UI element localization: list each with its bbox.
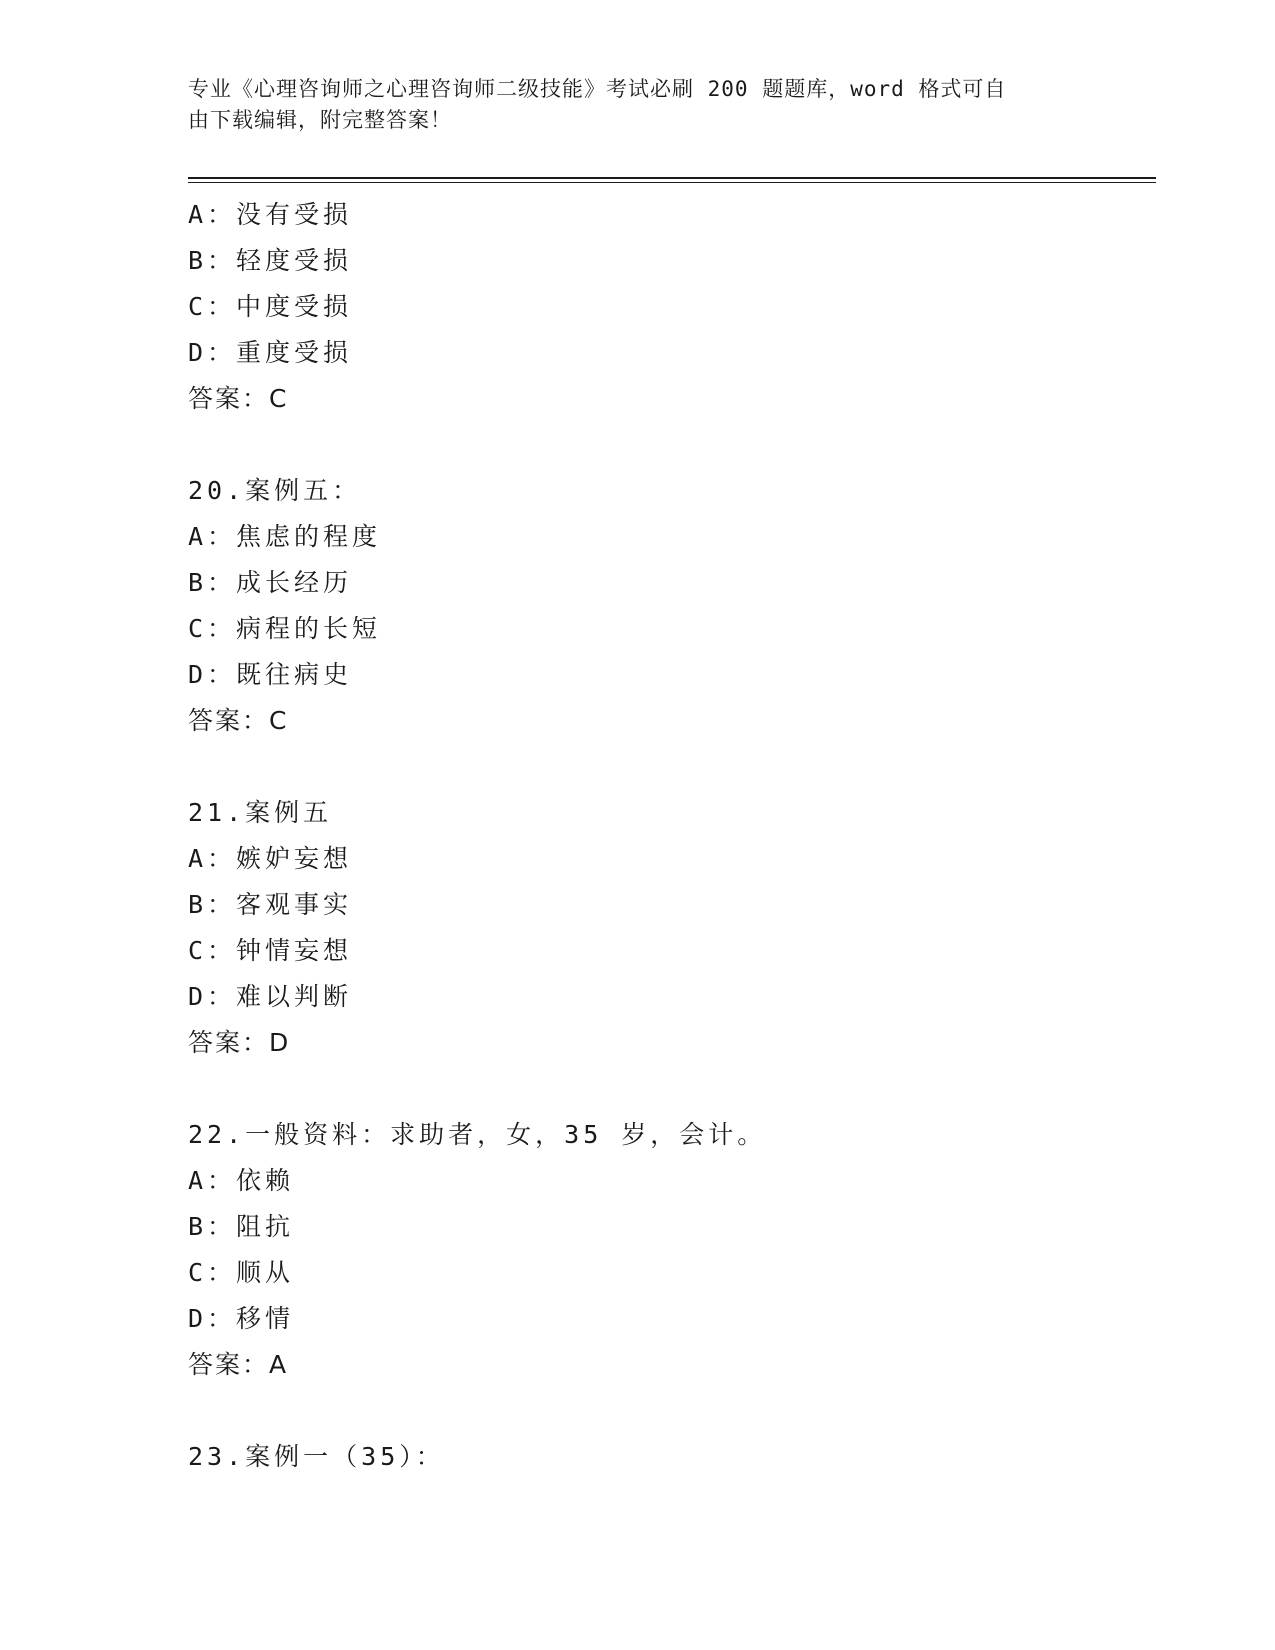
option-c: C：钟情妄想 bbox=[188, 936, 353, 965]
question-list bbox=[188, 192, 1148, 1480]
option-a: A：没有受损 bbox=[188, 200, 353, 229]
question-title: 23.案例一（35）： bbox=[188, 1442, 445, 1471]
answer-line: 答案：D bbox=[188, 1028, 291, 1057]
question-block bbox=[188, 1112, 1148, 1388]
question-title: 20.案例五： bbox=[188, 476, 362, 505]
question-block bbox=[188, 790, 1148, 1066]
option-c: C：病程的长短 bbox=[188, 614, 382, 643]
question-title: 21.案例五 bbox=[188, 798, 333, 827]
option-c: C：中度受损 bbox=[188, 292, 353, 321]
option-d: D：重度受损 bbox=[188, 338, 353, 367]
header-line-2: 由下载编辑，附完整答案！ bbox=[188, 108, 452, 132]
option-b: B：客观事实 bbox=[188, 890, 353, 919]
answer-line: 答案：C bbox=[188, 706, 289, 735]
option-a: A：嫉妒妄想 bbox=[188, 844, 353, 873]
option-b: B：成长经历 bbox=[188, 568, 353, 597]
question-block bbox=[188, 468, 1148, 744]
option-d: D：难以判断 bbox=[188, 982, 353, 1011]
question-title: 22.一般资料：求助者，女，35 岁，会计。 bbox=[188, 1120, 767, 1149]
option-c: C：顺从 bbox=[188, 1258, 295, 1287]
document-header bbox=[188, 74, 1068, 136]
header-divider bbox=[188, 177, 1156, 183]
answer-line: 答案：C bbox=[188, 384, 289, 413]
question-block bbox=[188, 192, 1148, 422]
block-spacer bbox=[188, 1388, 1148, 1434]
header-line-1: 专业《心理咨询师之心理咨询师二级技能》考试必刷 200 题题库，word 格式可自 bbox=[188, 77, 1007, 101]
block-spacer bbox=[188, 1066, 1148, 1112]
block-spacer bbox=[188, 422, 1148, 468]
option-d: D：移情 bbox=[188, 1304, 295, 1333]
option-b: B：阻抗 bbox=[188, 1212, 295, 1241]
question-block bbox=[188, 1434, 1148, 1480]
option-b: B：轻度受损 bbox=[188, 246, 353, 275]
block-spacer bbox=[188, 744, 1148, 790]
option-a: A：焦虑的程度 bbox=[188, 522, 382, 551]
option-a: A：依赖 bbox=[188, 1166, 295, 1195]
answer-line: 答案：A bbox=[188, 1350, 289, 1379]
option-d: D：既往病史 bbox=[188, 660, 353, 689]
